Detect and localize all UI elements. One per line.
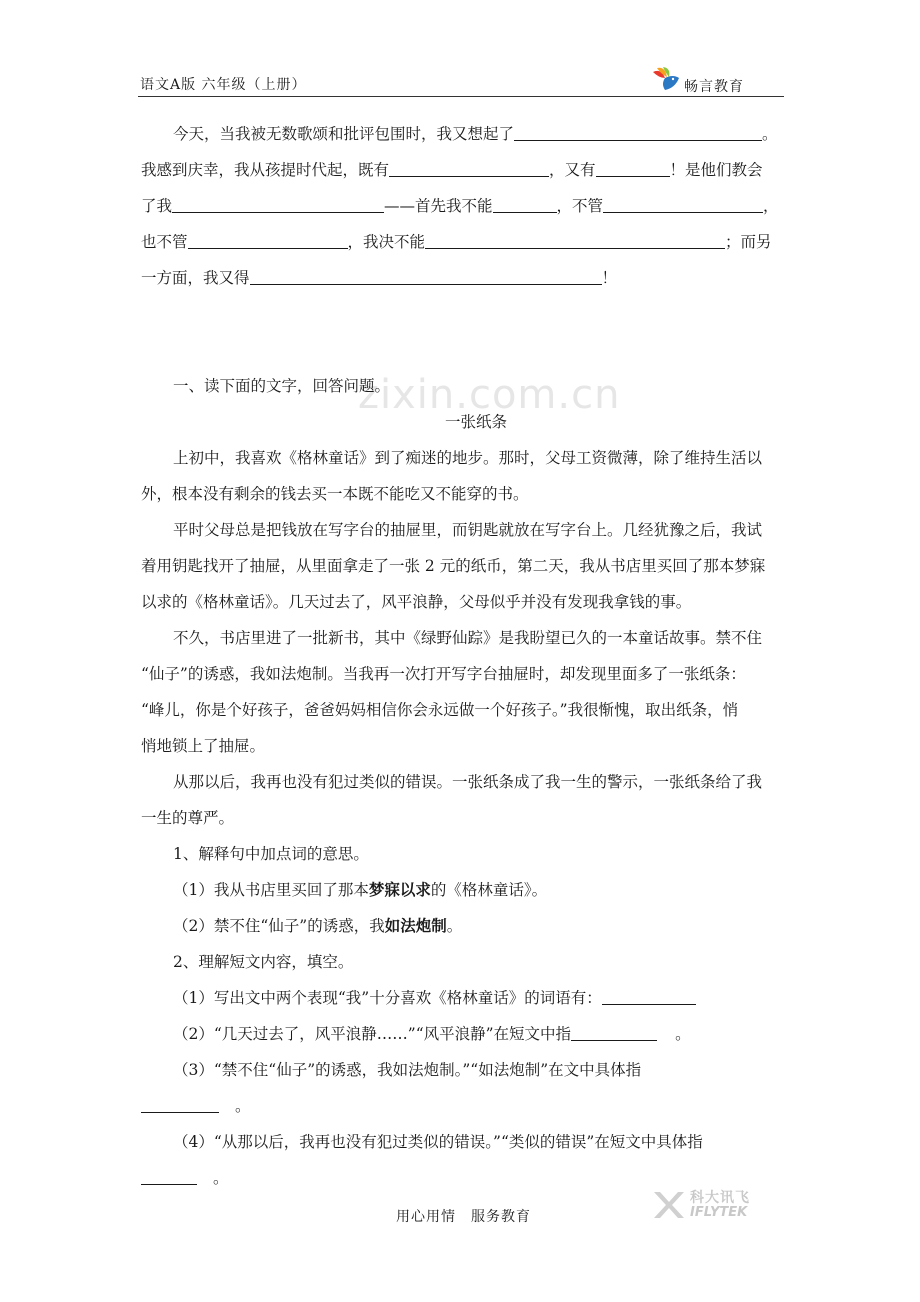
watermark: zixin.com.cn [358, 372, 621, 418]
highlighted-term: 如法炮制 [384, 917, 447, 935]
question-text: （2）“几天过去了，风平浪静……”“风平浪静”在短文中指 [173, 1025, 572, 1043]
fill-line-1 [173, 122, 778, 144]
fill-text: ，我决不能 [347, 233, 426, 251]
question-text: 。 [213, 1169, 229, 1187]
answer-blank[interactable] [514, 124, 762, 141]
fill-text: 。 [762, 125, 778, 143]
iflytek-logo-icon [651, 1188, 685, 1222]
question-2-3-answer [141, 1094, 251, 1116]
fill-text: 了我 [141, 197, 173, 215]
answer-blank[interactable] [596, 160, 670, 177]
fill-text: ！ [601, 269, 618, 287]
answer-blank[interactable] [141, 1168, 197, 1185]
highlighted-term: 梦寐以求 [368, 881, 431, 899]
passage-line: 平时父母总是把钱放在写字台的抽屉里，而钥匙就放在写字台上。几经犹豫之后，我试 [173, 521, 763, 539]
answer-blank[interactable] [172, 196, 384, 213]
answer-blank[interactable] [602, 988, 696, 1005]
header-subject-label: 语文A版 六年级（上册） [140, 77, 307, 93]
question-2-1 [173, 986, 696, 1008]
header-divider [138, 96, 784, 97]
fill-text: ，不管 [556, 197, 604, 215]
question-2-3: （3）“禁不住“仙子”的诱惑，我如法炮制。”“如法炮制”在文中具体指 [173, 1061, 642, 1079]
question-text: 。 [235, 1097, 251, 1115]
fill-line-3 [141, 194, 779, 216]
answer-blank[interactable] [250, 268, 602, 285]
fill-line-2 [141, 158, 763, 180]
answer-blank[interactable] [188, 232, 348, 249]
question-2: 2、理解短文内容，填空。 [173, 953, 354, 971]
brand-name: 畅言教育 [684, 79, 744, 95]
question-1-2 [173, 914, 462, 936]
question-text: 的《格林童话》。 [430, 881, 548, 899]
fill-text: 我感到庆幸，我从孩提时代起，既有 [141, 161, 390, 179]
fill-text: ， [763, 197, 779, 215]
fill-text: ，又有 [549, 161, 596, 179]
answer-blank[interactable] [425, 232, 725, 249]
question-text: （1）写出文中两个表现“我”十分喜欢《格林童话》的词语有： [173, 989, 602, 1007]
passage-line: 悄地锁上了抽屉。 [141, 737, 266, 755]
bird-logo-icon [651, 66, 681, 92]
fill-line-4 [141, 230, 772, 252]
footer-slogan: 用心用情 服务教育 [396, 1209, 531, 1225]
iflytek-logo-en: IFLYTEK [690, 1205, 748, 1220]
passage-line: “仙子”的诱惑，我如法炮制。当我再一次打开写字台抽屉时，却发现里面多了一张纸条： [141, 665, 746, 683]
answer-blank[interactable] [141, 1096, 219, 1113]
section-heading: 一、读下面的文字，回答问题。 [173, 377, 391, 395]
fill-text: 今天，当我被无数歌颂和批评包围时，我又想起了 [173, 125, 515, 143]
question-2-4-answer [141, 1166, 229, 1188]
answer-blank[interactable] [571, 1024, 657, 1041]
answer-blank[interactable] [493, 196, 557, 213]
question-text: （1）我从书店里买回了那本 [173, 881, 369, 899]
passage-line: 着用钥匙找开了抽屉，从里面拿走了一张 2 元的纸币，第二天，我从书店里买回了那本梦寐 [141, 557, 766, 575]
question-text: （2）禁不住“仙子”的诱惑，我 [173, 917, 385, 935]
question-1: 1、解释句中加点词的意思。 [173, 845, 369, 863]
fill-text: ！是他们教会 [669, 161, 763, 179]
answer-blank[interactable] [389, 160, 549, 177]
fill-text: ——首先我不能 [384, 197, 493, 215]
question-text: 。 [675, 1025, 691, 1043]
fill-text: 一方面，我又得 [141, 269, 250, 287]
fill-text: 也不管 [141, 233, 188, 251]
answer-blank[interactable] [603, 196, 763, 213]
passage-line: 外，根本没有剩余的钱去买一本既不能吃又不能穿的书。 [141, 485, 529, 503]
passage-line: 一生的尊严。 [141, 809, 235, 827]
iflytek-logo-cn: 科大讯飞 [690, 1190, 750, 1206]
question-2-2 [173, 1022, 691, 1044]
passage-line: 不久，书店里进了一批新书，其中《绿野仙踪》是我盼望已久的一本童话故事。禁不住 [173, 629, 763, 647]
passage-line: 以求的《格林童话》。几天过去了，风平浪静，父母似乎并没有发现我拿钱的事。 [141, 593, 692, 611]
passage-line: 上初中，我喜欢《格林童话》到了痴迷的地步。那时，父母工资微薄，除了维持生活以 [173, 449, 763, 467]
question-2-4: （4）“从那以后，我再也没有犯过类似的错误。”“类似的错误”在短文中具体指 [173, 1133, 703, 1151]
fill-text: ；而另 [725, 233, 772, 251]
passage-line: 从那以后，我再也没有犯过类似的错误。一张纸条成了我一生的警示，一张纸条给了我 [173, 773, 763, 791]
question-text: 。 [446, 917, 463, 935]
passage-title: 一张纸条 [445, 413, 508, 431]
question-1-1 [173, 878, 547, 900]
fill-line-5 [141, 266, 617, 288]
passage-line: “峰儿，你是个好孩子，爸爸妈妈相信你会永远做一个好孩子。”我很惭愧，取出纸条，悄 [141, 701, 739, 719]
